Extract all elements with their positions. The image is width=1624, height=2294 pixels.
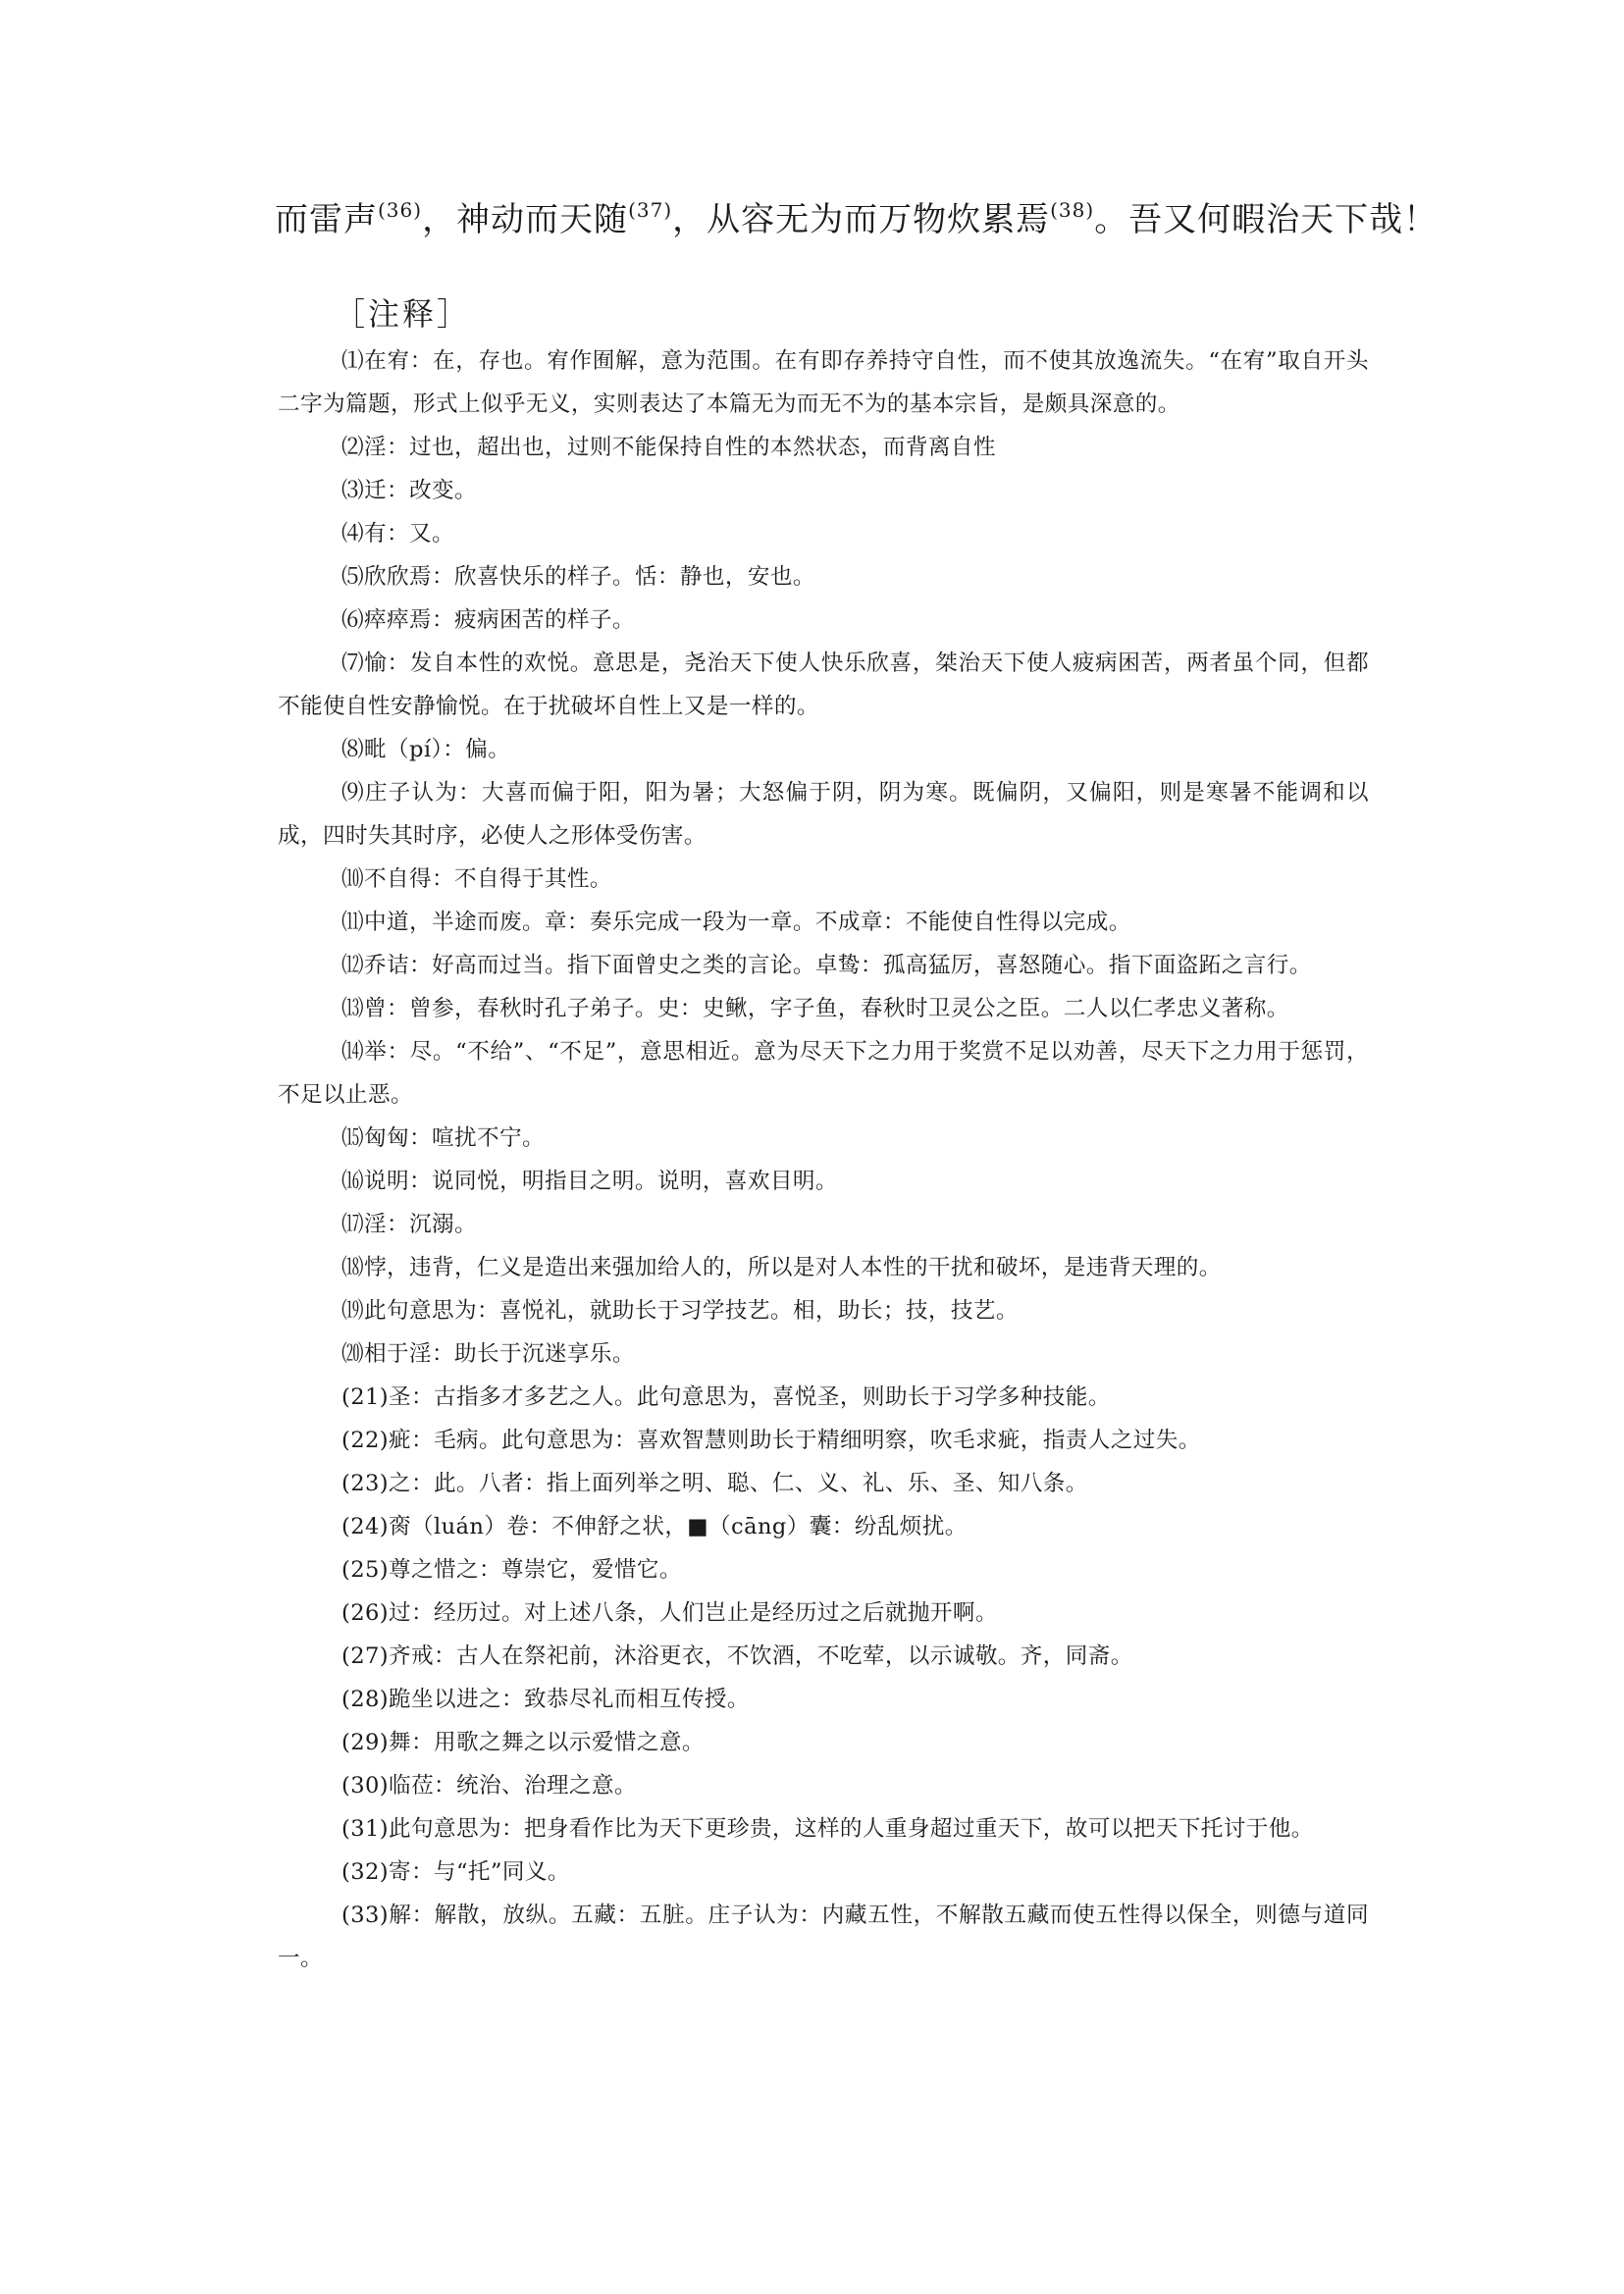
notes-heading: ［注释］ [334, 295, 472, 333]
note-item: ⑿乔诘：好高而过当。指下面曾史之类的言论。卓鸷：孤高猛厉，喜怒随心。指下面盗跖之言行。 [341, 953, 1312, 978]
lead-text-part: ，神动而天随 [422, 200, 629, 239]
lead-text-part: 。吾又何暇治天下哉！ [1094, 200, 1439, 239]
note-item: ⒆此句意思为：喜悦礼，就助长于习学技艺。相，助长；技，技艺。 [341, 1298, 1019, 1324]
note-item: ⒄淫：沉溺。 [341, 1212, 477, 1237]
note-item: ⑸欣欣焉：欣喜快乐的样子。恬：静也，安也。 [341, 564, 815, 590]
note-item: (26)过：经历过。对上述八条，人们岂止是经历过之后就抛开啊。 [341, 1600, 998, 1626]
note-item: (30)临莅：统治、治理之意。 [341, 1773, 637, 1799]
lead-text-part: ，从容无为而万物炊累焉 [672, 200, 1051, 239]
note-item: ⑼庄子认为：大喜而偏于阳，阳为暑；大怒偏于阴，阴为寒。既偏阴，又偏阳，则是寒暑不能调和以成，四时失其时序，必使人之形体受伤害。 [278, 780, 1369, 849]
note-item: ⑻毗（pí）：偏。 [341, 737, 511, 762]
footnote-ref: (37) [628, 198, 673, 222]
note-item: ⑽不自得：不自得于其性。 [341, 866, 612, 892]
note-item: (27)齐戒：古人在祭祀前，沐浴更衣，不饮酒，不吃荤，以示诚敬。齐，同斋。 [341, 1643, 1133, 1669]
note-item: (24)脔（luán）卷：不伸舒之状，■（cāng）囊：纷乱烦扰。 [341, 1514, 968, 1539]
note-item: ⑵淫：过也，超出也，过则不能保持自性的本然状态，而背离自性 [341, 435, 996, 460]
footnote-ref: (36) [378, 198, 423, 222]
note-item: (28)跪坐以进之：致恭尽礼而相互传授。 [341, 1687, 750, 1712]
lead-text-line [275, 196, 1439, 243]
note-item: ⑷有：又。 [341, 521, 454, 547]
note-item: ⑴在宥：在，存也。宥作囿解，意为范围。在有即存养持守自性，而不使其放逸流失。“在宥”取自开头二字为篇题，形式上似乎无义，实则表达了本篇无为而无不为的基本宗旨，是颇具深意的。 [278, 348, 1369, 417]
note-item: ⒂匈匈：喧扰不宁。 [341, 1125, 545, 1151]
note-item: ⑺愉：发自本性的欢悦。意思是，尧治天下使人快乐欣喜，桀治天下使人疲病困苦，两者虽个同，但都不能使自性安静愉悦。在于扰破坏自性上又是一样的。 [278, 651, 1369, 719]
note-item: ⑶迁：改变。 [341, 478, 477, 503]
note-item: ⑹瘁瘁焉：疲病困苦的样子。 [341, 607, 635, 633]
lead-text-part: 而雷声 [275, 200, 378, 239]
note-item: ⒀曾：曾参，春秋时孔子弟子。史：史鳅，字子鱼，春秋时卫灵公之臣。二人以仁孝忠义著称。 [341, 996, 1289, 1021]
note-item: ⒃说明：说同悦，明指目之明。说明，喜欢目明。 [341, 1169, 838, 1194]
notes-list [278, 339, 1369, 1980]
note-item: ⒇相于淫：助长于沉迷享乐。 [341, 1341, 635, 1367]
note-item: ⒅悖，违背，仁义是造出来强加给人的，所以是对人本性的干扰和破坏，是违背天理的。 [341, 1255, 1222, 1280]
note-item: (22)疵：毛病。此句意思为：喜欢智慧则助长于精细明察，吹毛求疵，指责人之过失。 [341, 1428, 1201, 1453]
note-item: (23)之：此。八者：指上面列举之明、聪、仁、义、礼、乐、圣、知八条。 [341, 1471, 1088, 1496]
note-item: (32)寄：与“托”同义。 [341, 1859, 570, 1885]
note-item: ⑾中道，半途而废。章：奏乐完成一段为一章。不成章：不能使自性得以完成。 [341, 910, 1131, 935]
footnote-ref: (38) [1050, 198, 1095, 222]
note-item: (25)尊之惜之：尊崇它，爱惜它。 [341, 1557, 682, 1583]
note-item: ⒁举：尽。“不给”、“不足”，意思相近。意为尽天下之力用于奖赏不足以劝善，尽天下之力用于惩罚，不足以止恶。 [278, 1039, 1369, 1108]
note-item: (31)此句意思为：把身看作比为天下更珍贵，这样的人重身超过重天下，故可以把天下托讨于他。 [341, 1816, 1314, 1842]
note-item: (33)解：解散，放纵。五藏：五脏。庄子认为：内藏五性，不解散五藏而使五性得以保全，则德与道同一。 [278, 1903, 1369, 1971]
note-item: (29)舞：用歌之舞之以示爱惜之意。 [341, 1730, 705, 1755]
note-item: (21)圣：古指多才多艺之人。此句意思为，喜悦圣，则助长于习学多种技能。 [341, 1384, 1111, 1410]
